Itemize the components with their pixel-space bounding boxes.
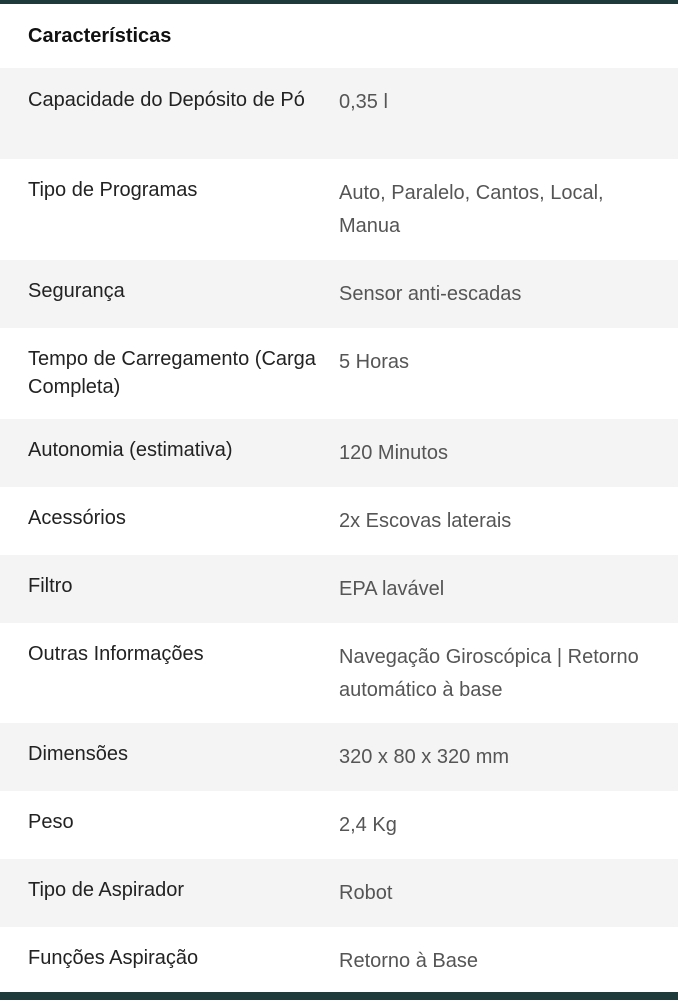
spec-row [0,159,678,260]
spec-row [0,260,678,328]
spec-value: Robot [339,882,393,904]
spec-row [0,68,678,159]
spec-row [0,723,678,791]
spec-row [0,419,678,487]
spec-value: EPA lavável [339,578,445,600]
spec-label: Capacidade do Depósito de Pó [28,89,305,111]
spec-value: 320 x 80 x 320 mm [339,746,510,768]
spec-label: Funções Aspiração [28,947,199,969]
spec-value: Auto, Paralelo, Cantos, Local, Manua [339,182,604,237]
spec-row [0,328,678,419]
spec-row [0,859,678,927]
spec-value: 120 Minutos [339,442,448,464]
section-header [0,4,678,68]
spec-row [0,487,678,555]
spec-value: Retorno à Base [339,950,478,972]
spec-value: 2x Escovas laterais [339,510,512,532]
spec-label: Dimensões [28,743,129,765]
spec-row [0,927,678,992]
spec-row [0,791,678,859]
spec-value: 0,35 l [339,91,388,113]
spec-value: 5 Horas [339,351,410,373]
spec-label: Filtro [28,575,73,597]
spec-label: Tipo de Programas [28,179,198,201]
spec-label: Peso [28,811,74,833]
spec-row [0,623,678,723]
spec-label: Autonomia (estimativa) [28,439,233,461]
spec-value: Navegação Giroscópica | Retorno automático à base [339,646,639,701]
spec-row [0,555,678,623]
spec-label: Tipo de Aspirador [28,879,185,901]
spec-label: Outras Informações [28,643,204,665]
section-title: Características [28,24,172,47]
bottom-edge-bar [0,992,678,1000]
spec-label: Segurança [28,280,125,302]
spec-value: Sensor anti-escadas [339,283,522,305]
spec-value: 2,4 Kg [339,814,397,836]
spec-label: Tempo de Carregamento (Carga Completa) [28,348,316,398]
spec-label: Acessórios [28,507,126,529]
